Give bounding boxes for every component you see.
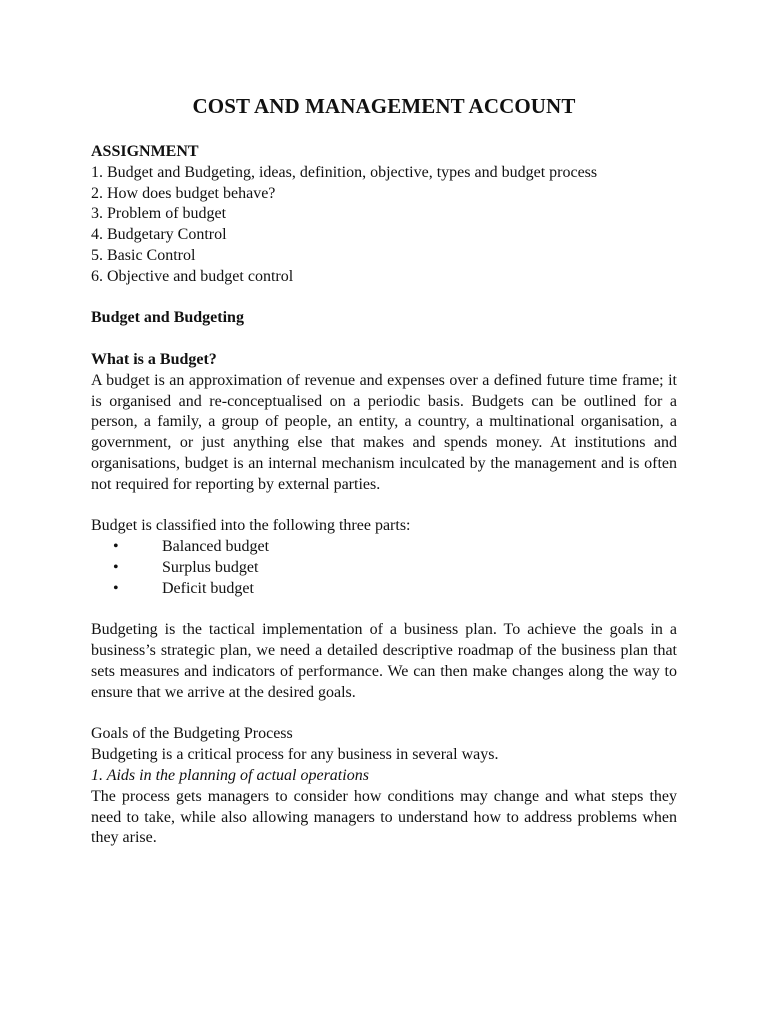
assignment-item: 3. Problem of budget bbox=[91, 205, 227, 223]
list-item-label: Deficit budget bbox=[162, 579, 254, 597]
bullet-icon: • bbox=[113, 558, 119, 576]
list-item-label: Surplus budget bbox=[162, 558, 259, 576]
list-item bbox=[91, 537, 677, 558]
spacer bbox=[91, 600, 677, 621]
list-item bbox=[91, 558, 677, 579]
spacer bbox=[91, 288, 677, 309]
document-page bbox=[91, 92, 677, 849]
assignment-item: 6. Objective and budget control bbox=[91, 267, 294, 285]
spacer bbox=[91, 704, 677, 725]
assignment-item: 5. Basic Control bbox=[91, 246, 196, 264]
goals-heading: Goals of the Budgeting Process bbox=[91, 725, 293, 743]
bullet-icon: • bbox=[113, 538, 119, 556]
goal-1-text: The process gets managers to consider how conditions may change and what steps they need to take, while also allowing managers to understand how to address problems when they arise. bbox=[91, 787, 677, 847]
assignment-item: 2. How does budget behave? bbox=[91, 184, 276, 202]
classified-intro: Budget is classified into the following three parts: bbox=[91, 517, 411, 535]
list-item bbox=[91, 579, 677, 600]
classified-list bbox=[91, 537, 677, 599]
list-item-label: Balanced budget bbox=[162, 538, 270, 556]
assignment-heading: ASSIGNMENT bbox=[91, 143, 199, 160]
spacer bbox=[91, 496, 677, 517]
document-title: COST AND MANAGEMENT ACCOUNT bbox=[192, 94, 576, 118]
goal-1-heading: 1. Aids in the planning of actual operations bbox=[91, 766, 369, 784]
assignment-item: 4. Budgetary Control bbox=[91, 226, 227, 244]
goals-intro: Budgeting is a critical process for any business in several ways. bbox=[91, 746, 499, 764]
spacer bbox=[91, 329, 677, 350]
bullet-icon: • bbox=[113, 579, 119, 597]
paragraph-budget: A budget is an approximation of revenue and expenses over a defined future time frame; it is organised and re-conceptualised on a periodic basis. Budgets can be outlined for a person, a family, a group of people, an entity, a country, a multinational organisation, a government, or just anything else that makes and spends money. At institutions and organisations, budget is an internal mechanism inculcated by the management and is often not required for reporting by external parties. bbox=[91, 371, 677, 493]
subheading: What is a Budget? bbox=[91, 350, 217, 368]
section-heading: Budget and Budgeting bbox=[91, 309, 244, 327]
paragraph-budgeting: Budgeting is the tactical implementation of a business plan. To achieve the goals in a business’s strategic plan, we need a detailed descriptive roadmap of the business plan that sets measures and indicators of performance. We can then make changes along the way to ensure that we arrive at the desired goals. bbox=[91, 621, 677, 701]
assignment-item: 1. Budget and Budgeting, ideas, definition, objective, types and budget process bbox=[91, 163, 598, 181]
